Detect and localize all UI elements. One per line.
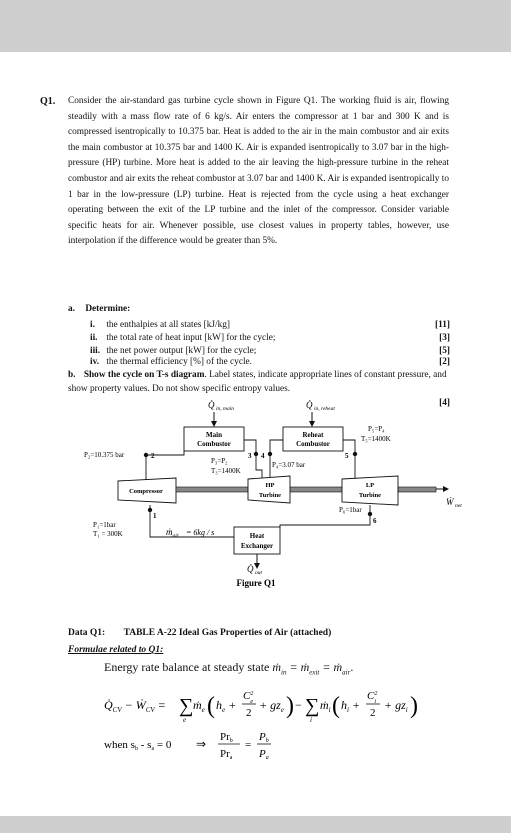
q-in-main-label: in, main bbox=[216, 406, 235, 412]
item-text: the thermal efficiency [%] of the cycle. bbox=[106, 357, 252, 367]
formulae-title: Formulae related to Q1: bbox=[68, 645, 164, 655]
q-out-symbol: Q̇ bbox=[247, 564, 254, 574]
svg-text:(: ( bbox=[207, 693, 215, 719]
item-marks: [3] bbox=[439, 333, 450, 343]
svg-text:Pra: Pra bbox=[220, 748, 233, 761]
item-text: the total rate of heat input [kW] for the cycle; bbox=[106, 333, 276, 343]
heat-exchanger-label-2: Exchanger bbox=[240, 542, 274, 550]
state-5-label: 5 bbox=[345, 452, 349, 460]
data-label: Data Q1: bbox=[68, 628, 106, 638]
svg-text:Pb: Pb bbox=[259, 731, 269, 744]
svg-text:(: ( bbox=[332, 693, 340, 719]
when-text: when s bbox=[104, 739, 135, 751]
w-net-label: net bbox=[455, 503, 462, 509]
figure-caption: Figure Q1 bbox=[236, 578, 276, 588]
lp-turbine-label-1: LP bbox=[365, 482, 375, 489]
part-a-title: Determine: bbox=[85, 304, 131, 314]
implies-arrow: ⇒ bbox=[196, 737, 207, 751]
svg-text:2: 2 bbox=[370, 707, 376, 719]
part-b-bold: Show the cycle on T-s diagram bbox=[83, 370, 205, 380]
state-2-label: 2 bbox=[151, 452, 155, 460]
compressor-label: Compressor bbox=[129, 488, 163, 495]
svg-text:∑: ∑ bbox=[305, 695, 320, 717]
item-text: the enthalpies at all states [kJ/kg] bbox=[106, 320, 230, 330]
item-text: the net power output [kW] for the cycle; bbox=[106, 346, 257, 356]
item-marks: [5] bbox=[439, 346, 450, 356]
bottom-gray-band bbox=[0, 816, 511, 833]
main-combustor-label-2: Combustor bbox=[197, 440, 231, 448]
svg-text:Q̇CV − ẆCV =: $Q̇_{CV}$ − Ẇ$_{CV}$ = bbox=[104, 698, 166, 714]
svg-text:Pa: Pa bbox=[259, 748, 269, 761]
svg-text:2: 2 bbox=[246, 707, 252, 719]
p3-label: P₃=P₂ bbox=[211, 457, 228, 465]
svg-text:ṁe: ṁ$_e$ bbox=[193, 698, 205, 714]
state-3-label: 3 bbox=[248, 452, 252, 460]
q-out-label: out bbox=[255, 570, 263, 576]
svg-text:b - sa = 0: b - sa = 0 bbox=[135, 739, 172, 752]
t5-label: T₅=1400K bbox=[361, 435, 391, 443]
hp-turbine-label-1: HP bbox=[265, 482, 275, 489]
svg-text:i: i bbox=[310, 716, 312, 724]
heat-exchanger-label-1: Heat bbox=[249, 532, 265, 540]
p1-label: P₁=1bar bbox=[93, 521, 116, 529]
item-marks: [2] bbox=[439, 357, 450, 367]
svg-text:+ gze: + $gz_e$ bbox=[259, 698, 284, 714]
w-net-symbol: Ẇ bbox=[446, 497, 454, 507]
mdot-value: = 6kg / s bbox=[186, 528, 215, 537]
svg-text:C2i: $C^2$ i bbox=[367, 690, 378, 705]
part-b-label: b. bbox=[68, 370, 76, 380]
p2-label: P₂=10.375 bar bbox=[84, 451, 125, 459]
svg-text:−: − bbox=[295, 698, 302, 712]
svg-text:e: e bbox=[183, 716, 187, 724]
svg-text:Prb: Prb bbox=[220, 731, 233, 744]
q-in-reheat-label: in, reheat bbox=[314, 406, 335, 412]
question-text: Consider the air-standard gas turbine cycle shown in Figure Q1. The working fluid is air, flowing steadily with a mass flow rate of 6 kg/s. Air enters the compressor at 1 bar and 300 K and is compressed isentropically to 10.375 bar. Heat is added to the air in the main combustor and air exits the main combustor at 10.375 bar and 1400 K. Air is expanded isentropically to 3.07 bar in the high-pressure (HP) turbine. More heat is added to the air leaving the high-pressure turbine in the reheat combustor and air exits the reheat combustor at 3.07 bar and 1400 K. Air is expanded isentropically to 1 bar in the low-pressure (LP) turbine. Heat is rejected from the cycle using a heat exchanger operating between the exit of the LP turbine and the inlet of the compressor. Consider variable specific heats for air. Whenever possible, use closest values in property tables, however, use interpolation if the difference would be greater than 5%. bbox=[68, 96, 449, 247]
state-1-label: 1 bbox=[153, 512, 157, 520]
p4-label: P₄=3.07 bar bbox=[272, 461, 306, 469]
item-marks: [11] bbox=[435, 320, 450, 330]
mdot-symbol: ṁ$_{air}$ bbox=[166, 527, 179, 539]
t1-label: T₁ = 300K bbox=[93, 530, 123, 538]
energy-rate-equation: Energy rate balance at steady state ṁ$_{in}$ = ṁ$_{exit}$ = ṁ$_{air}$. bbox=[104, 660, 354, 677]
svg-text:hi +: $h_i$ + bbox=[341, 698, 361, 714]
question-number: Q1. bbox=[40, 96, 56, 107]
item-number: iv. bbox=[90, 357, 100, 367]
energy-rate-text: Energy rate balance at steady state bbox=[104, 660, 270, 674]
svg-text:=: = bbox=[245, 739, 252, 751]
reheat-combustor-label-1: Reheat bbox=[302, 431, 324, 439]
reheat-combustor-label-2: Combustor bbox=[296, 440, 330, 448]
svg-text:ṁi: ṁ$_i$ bbox=[320, 698, 331, 714]
q-in-main-symbol: Q̇ bbox=[208, 400, 215, 410]
part-b-text: . Label states, indicate appropriate lines of constant pressure, and show property values. Do not show specific entropy values. bbox=[68, 370, 447, 394]
q-in-reheat-symbol: Q̇ bbox=[306, 400, 313, 410]
main-combustor-label-1: Main bbox=[206, 431, 222, 439]
svg-text:he +: $h_e$ + bbox=[216, 698, 237, 714]
svg-text:C2e: $C^2$ e bbox=[243, 690, 254, 705]
svg-text:): ) bbox=[410, 693, 418, 719]
item-number: ii. bbox=[90, 333, 98, 343]
svg-text:): ) bbox=[286, 693, 294, 719]
part-a-label: a. bbox=[68, 304, 75, 314]
data-table-ref: TABLE A-22 Ideal Gas Properties of Air (attached) bbox=[123, 628, 332, 638]
svg-text:+ gzi: + $gz_i$ bbox=[384, 698, 408, 714]
p5-label: P₅=P₄ bbox=[368, 425, 385, 433]
lp-turbine-label-2: Turbine bbox=[358, 492, 382, 499]
p6-label: P₆=1bar bbox=[339, 506, 362, 514]
part-b-marks: [4] bbox=[439, 398, 450, 408]
hp-turbine-label-2: Turbine bbox=[258, 492, 282, 499]
state-6-label: 6 bbox=[373, 517, 377, 525]
t3-label: T₃=1400K bbox=[211, 467, 241, 475]
item-number: i. bbox=[90, 320, 95, 330]
state-4-label: 4 bbox=[261, 452, 265, 460]
svg-text:∑: ∑ bbox=[179, 695, 194, 717]
item-number: iii. bbox=[90, 346, 101, 356]
